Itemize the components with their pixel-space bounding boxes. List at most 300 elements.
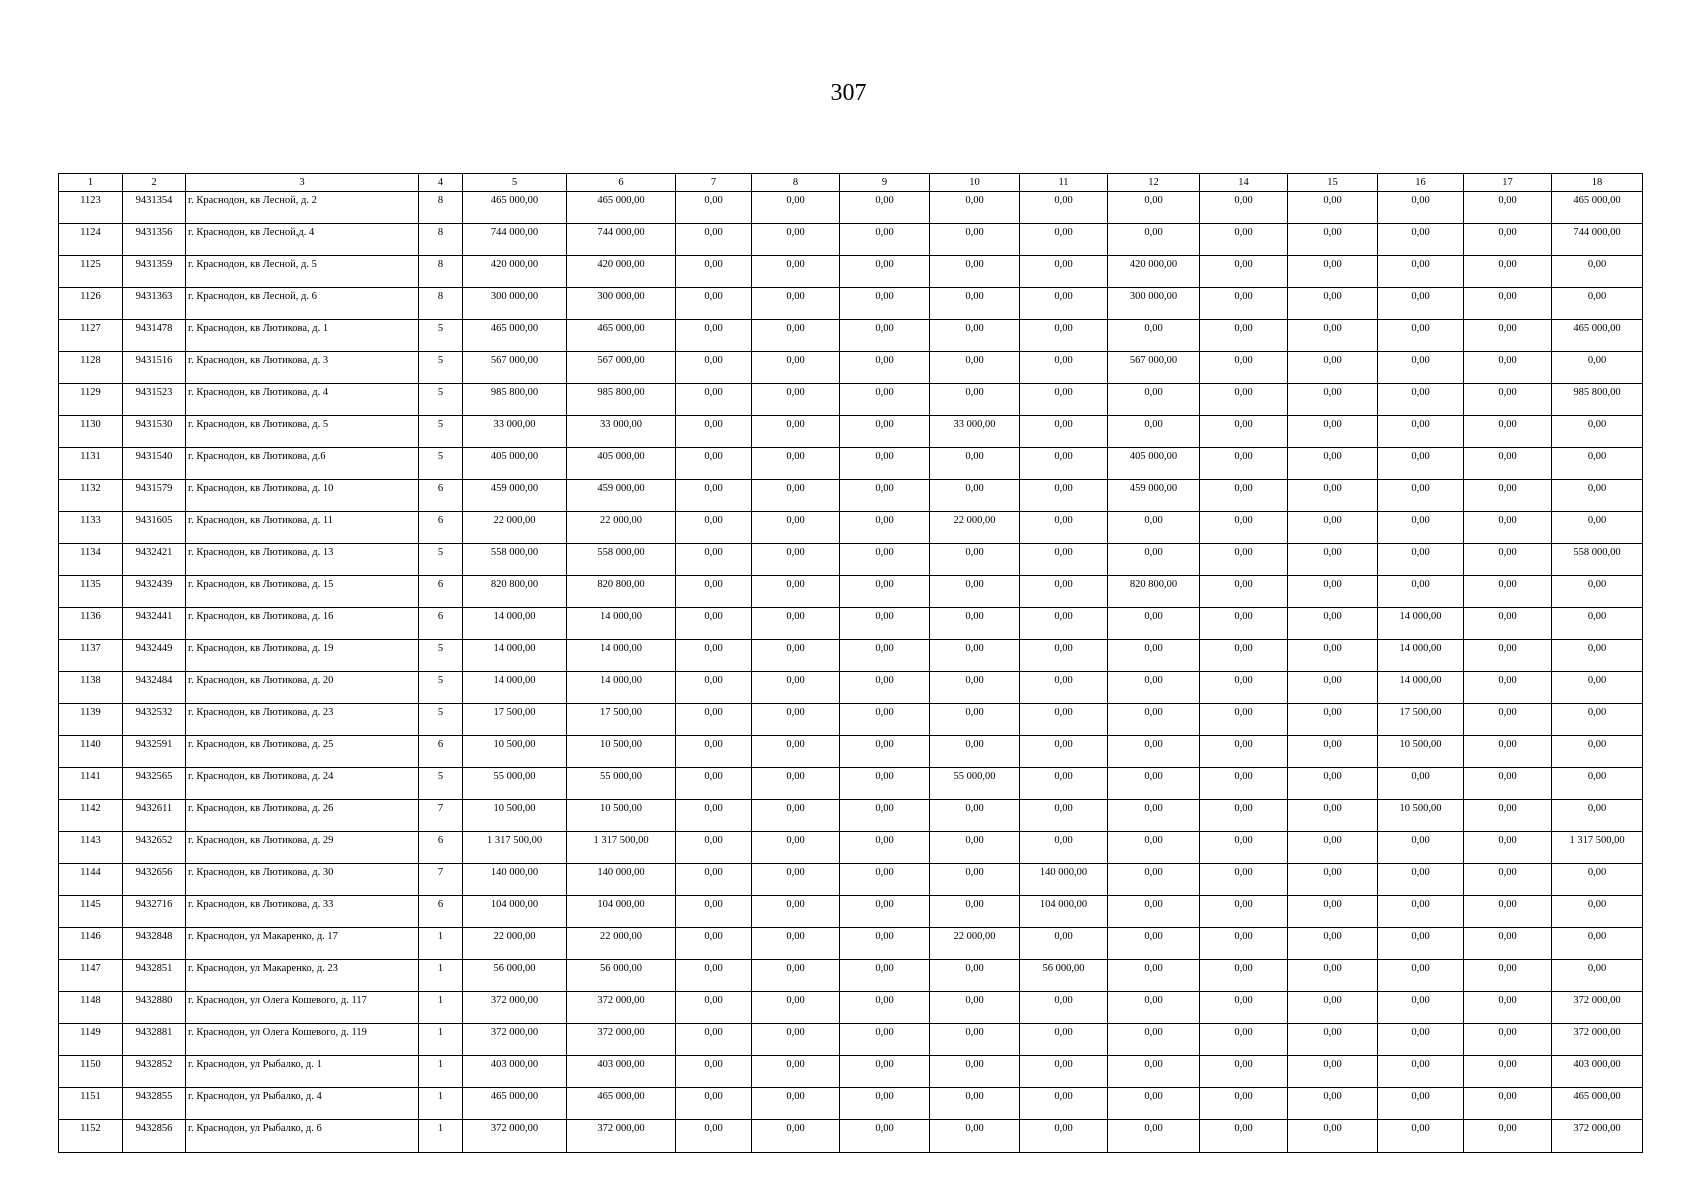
table-cell: 0,00 [676, 800, 752, 832]
table-cell: 0,00 [1020, 992, 1108, 1024]
address-cell: г. Краснодон, кв Лютикова, д. 29 [186, 832, 419, 864]
table-cell: 0,00 [1020, 256, 1108, 288]
table-cell: 0,00 [840, 704, 930, 736]
table-row [59, 864, 1643, 896]
table-cell: 0,00 [1378, 576, 1464, 608]
table-cell: 0,00 [1200, 608, 1288, 640]
table-cell: 0,00 [1108, 1088, 1200, 1120]
table-row [59, 1056, 1643, 1088]
table-cell: 372 000,00 [567, 1024, 676, 1056]
table-cell: 0,00 [1378, 448, 1464, 480]
row-number-cell: 1130 [59, 416, 123, 448]
table-cell: 14 000,00 [463, 608, 567, 640]
table-cell: 0,00 [840, 512, 930, 544]
table-cell: 0,00 [930, 1088, 1020, 1120]
table-row [59, 224, 1643, 256]
table-cell: 17 500,00 [567, 704, 676, 736]
code-cell: 9431516 [123, 352, 186, 384]
column-header: 17 [1464, 174, 1552, 192]
address-cell: г. Краснодон, кв Лесной,д. 4 [186, 224, 419, 256]
table-cell: 0,00 [752, 1120, 840, 1153]
table-cell: 0,00 [1288, 992, 1378, 1024]
table-cell: 0,00 [1464, 288, 1552, 320]
table-cell: 17 500,00 [463, 704, 567, 736]
table-cell: 0,00 [676, 832, 752, 864]
code-cell: 9432880 [123, 992, 186, 1024]
row-number-cell: 1127 [59, 320, 123, 352]
table-cell: 1 [419, 1056, 463, 1088]
row-number-cell: 1151 [59, 1088, 123, 1120]
table-cell: 0,00 [1200, 800, 1288, 832]
table-row [59, 992, 1643, 1024]
table-cell: 0,00 [840, 736, 930, 768]
table-cell: 0,00 [1020, 736, 1108, 768]
table-cell: 0,00 [1552, 960, 1643, 992]
table-cell: 0,00 [840, 768, 930, 800]
table-cell: 0,00 [1200, 576, 1288, 608]
table-cell: 985 800,00 [463, 384, 567, 416]
table-cell: 0,00 [1552, 288, 1643, 320]
table-cell: 0,00 [1020, 800, 1108, 832]
table-cell: 372 000,00 [463, 1120, 567, 1153]
table-header [59, 174, 1643, 192]
table-cell: 0,00 [1020, 704, 1108, 736]
table-cell: 820 800,00 [1108, 576, 1200, 608]
table-cell: 17 500,00 [1378, 704, 1464, 736]
table-cell: 6 [419, 832, 463, 864]
table-cell: 0,00 [1552, 672, 1643, 704]
table-cell: 0,00 [1288, 576, 1378, 608]
table-cell: 0,00 [1288, 768, 1378, 800]
table-cell: 0,00 [676, 896, 752, 928]
table-cell: 985 800,00 [1552, 384, 1643, 416]
table-cell: 14 000,00 [463, 640, 567, 672]
row-number-cell: 1135 [59, 576, 123, 608]
table-row [59, 672, 1643, 704]
code-cell: 9431478 [123, 320, 186, 352]
table-cell: 0,00 [840, 928, 930, 960]
row-number-cell: 1150 [59, 1056, 123, 1088]
table-cell: 0,00 [752, 704, 840, 736]
table-cell: 0,00 [1552, 608, 1643, 640]
table-cell: 0,00 [1464, 736, 1552, 768]
column-header: 12 [1108, 174, 1200, 192]
table-cell: 0,00 [1552, 256, 1643, 288]
table-row [59, 544, 1643, 576]
table-cell: 0,00 [1200, 736, 1288, 768]
table-cell: 5 [419, 384, 463, 416]
table-cell: 0,00 [1464, 480, 1552, 512]
table-cell: 0,00 [1378, 768, 1464, 800]
table-cell: 0,00 [1378, 512, 1464, 544]
table-cell: 0,00 [1200, 864, 1288, 896]
address-cell: г. Краснодон, ул Рыбалко, д. 4 [186, 1088, 419, 1120]
table-cell: 55 000,00 [930, 768, 1020, 800]
table-cell: 0,00 [1288, 832, 1378, 864]
table-cell: 1 [419, 1024, 463, 1056]
table-cell: 8 [419, 288, 463, 320]
table-cell: 0,00 [930, 736, 1020, 768]
table-cell: 0,00 [752, 640, 840, 672]
table-cell: 0,00 [1020, 320, 1108, 352]
code-cell: 9432611 [123, 800, 186, 832]
table-cell: 55 000,00 [567, 768, 676, 800]
address-cell: г. Краснодон, кв Лютикова, д. 20 [186, 672, 419, 704]
table-cell: 56 000,00 [1020, 960, 1108, 992]
table-cell: 0,00 [1288, 704, 1378, 736]
address-cell: г. Краснодон, ул Олега Кошевого, д. 119 [186, 1024, 419, 1056]
table-cell: 0,00 [1552, 736, 1643, 768]
table-cell: 0,00 [1108, 608, 1200, 640]
table-cell: 0,00 [676, 576, 752, 608]
table-cell: 0,00 [676, 736, 752, 768]
table-cell: 0,00 [1464, 960, 1552, 992]
table-cell: 0,00 [1464, 896, 1552, 928]
table-cell: 0,00 [676, 864, 752, 896]
code-cell: 9432591 [123, 736, 186, 768]
row-number-cell: 1125 [59, 256, 123, 288]
table-cell: 0,00 [752, 288, 840, 320]
table-cell: 1 317 500,00 [567, 832, 676, 864]
table-row [59, 352, 1643, 384]
table-cell: 8 [419, 192, 463, 224]
column-header: 2 [123, 174, 186, 192]
table-cell: 0,00 [1020, 768, 1108, 800]
table-cell: 140 000,00 [463, 864, 567, 896]
table-cell: 0,00 [840, 1056, 930, 1088]
table-cell: 0,00 [1464, 512, 1552, 544]
table-cell: 10 500,00 [463, 736, 567, 768]
table-row [59, 832, 1643, 864]
table-cell: 0,00 [1200, 1024, 1288, 1056]
table-cell: 0,00 [1378, 288, 1464, 320]
table-cell: 567 000,00 [463, 352, 567, 384]
table-cell: 0,00 [1108, 960, 1200, 992]
table-cell: 0,00 [1552, 768, 1643, 800]
code-cell: 9432421 [123, 544, 186, 576]
table-cell: 0,00 [676, 928, 752, 960]
table-cell: 465 000,00 [463, 192, 567, 224]
table-cell: 0,00 [752, 384, 840, 416]
table-cell: 6 [419, 736, 463, 768]
table-cell: 5 [419, 320, 463, 352]
table-cell: 0,00 [676, 448, 752, 480]
table-cell: 0,00 [1378, 544, 1464, 576]
table-row [59, 576, 1643, 608]
table-cell: 0,00 [676, 672, 752, 704]
table-cell: 0,00 [1200, 896, 1288, 928]
table-cell: 0,00 [752, 960, 840, 992]
table-cell: 0,00 [1288, 1024, 1378, 1056]
address-cell: г. Краснодон, кв Лютикова, д. 30 [186, 864, 419, 896]
table-cell: 10 500,00 [1378, 800, 1464, 832]
table-cell: 0,00 [1108, 704, 1200, 736]
table-row [59, 288, 1643, 320]
table-cell: 5 [419, 416, 463, 448]
table-cell: 14 000,00 [1378, 672, 1464, 704]
address-cell: г. Краснодон, кв Лютикова, д. 11 [186, 512, 419, 544]
table-cell: 0,00 [930, 832, 1020, 864]
table-cell: 0,00 [752, 1024, 840, 1056]
table-cell: 0,00 [752, 256, 840, 288]
table-cell: 0,00 [1020, 288, 1108, 320]
table-cell: 22 000,00 [463, 512, 567, 544]
table-cell: 744 000,00 [1552, 224, 1643, 256]
table-cell: 0,00 [1288, 896, 1378, 928]
table-cell: 0,00 [930, 320, 1020, 352]
address-cell: г. Краснодон, кв Лютикова, д. 33 [186, 896, 419, 928]
table-cell: 0,00 [1288, 672, 1378, 704]
table-row [59, 960, 1643, 992]
table-row [59, 608, 1643, 640]
table-cell: 0,00 [676, 288, 752, 320]
table-cell: 0,00 [752, 224, 840, 256]
code-cell: 9432881 [123, 1024, 186, 1056]
table-cell: 0,00 [840, 288, 930, 320]
table-cell: 0,00 [1378, 992, 1464, 1024]
code-cell: 9431605 [123, 512, 186, 544]
table-cell: 0,00 [1378, 1024, 1464, 1056]
column-header: 3 [186, 174, 419, 192]
table-cell: 0,00 [840, 640, 930, 672]
table-cell: 0,00 [930, 576, 1020, 608]
table-cell: 0,00 [1378, 480, 1464, 512]
address-cell: г. Краснодон, кв Лютикова, д.6 [186, 448, 419, 480]
table-cell: 0,00 [840, 896, 930, 928]
table-cell: 0,00 [752, 512, 840, 544]
table-cell: 22 000,00 [567, 512, 676, 544]
table-cell: 0,00 [1288, 352, 1378, 384]
code-cell: 9432565 [123, 768, 186, 800]
table-cell: 0,00 [1552, 704, 1643, 736]
header-row [59, 174, 1643, 192]
row-number-cell: 1137 [59, 640, 123, 672]
table-cell: 403 000,00 [1552, 1056, 1643, 1088]
table-cell: 0,00 [752, 352, 840, 384]
table-cell: 0,00 [676, 1088, 752, 1120]
table-cell: 0,00 [1464, 224, 1552, 256]
column-header: 10 [930, 174, 1020, 192]
table-cell: 403 000,00 [463, 1056, 567, 1088]
table-cell: 567 000,00 [567, 352, 676, 384]
address-cell: г. Краснодон, ул Рыбалко, д. 6 [186, 1120, 419, 1153]
table-cell: 33 000,00 [567, 416, 676, 448]
table-cell: 405 000,00 [1108, 448, 1200, 480]
table-cell: 0,00 [930, 640, 1020, 672]
row-number-cell: 1126 [59, 288, 123, 320]
table-cell: 55 000,00 [463, 768, 567, 800]
table-cell: 6 [419, 608, 463, 640]
table-cell: 465 000,00 [463, 1088, 567, 1120]
table-cell: 140 000,00 [567, 864, 676, 896]
table-cell: 0,00 [930, 544, 1020, 576]
table-row [59, 480, 1643, 512]
table-cell: 0,00 [840, 1088, 930, 1120]
table-cell: 372 000,00 [1552, 992, 1643, 1024]
table-cell: 0,00 [676, 544, 752, 576]
table-cell: 0,00 [840, 992, 930, 1024]
row-number-cell: 1139 [59, 704, 123, 736]
table-cell: 0,00 [1464, 1024, 1552, 1056]
table-cell: 0,00 [1464, 608, 1552, 640]
table-row [59, 416, 1643, 448]
table-cell: 0,00 [676, 480, 752, 512]
table-cell: 0,00 [1020, 576, 1108, 608]
row-number-cell: 1123 [59, 192, 123, 224]
table-cell: 0,00 [1200, 480, 1288, 512]
table-cell: 0,00 [1288, 800, 1378, 832]
data-table [58, 173, 1643, 1153]
row-number-cell: 1129 [59, 384, 123, 416]
row-number-cell: 1142 [59, 800, 123, 832]
table-row [59, 704, 1643, 736]
row-number-cell: 1128 [59, 352, 123, 384]
table-cell: 33 000,00 [463, 416, 567, 448]
page-number: 307 [830, 80, 867, 106]
address-cell: г. Краснодон, ул Макаренко, д. 17 [186, 928, 419, 960]
table-cell: 7 [419, 800, 463, 832]
table-row [59, 384, 1643, 416]
table-cell: 0,00 [1108, 864, 1200, 896]
table-cell: 0,00 [1020, 544, 1108, 576]
table-cell: 0,00 [676, 1024, 752, 1056]
table-cell: 558 000,00 [567, 544, 676, 576]
row-number-cell: 1147 [59, 960, 123, 992]
table-cell: 0,00 [930, 384, 1020, 416]
table-cell: 0,00 [676, 416, 752, 448]
row-number-cell: 1140 [59, 736, 123, 768]
table-row [59, 192, 1643, 224]
table-cell: 0,00 [1552, 416, 1643, 448]
table-cell: 1 [419, 1120, 463, 1153]
table-cell: 0,00 [1288, 864, 1378, 896]
table-cell: 465 000,00 [567, 1088, 676, 1120]
code-cell: 9432449 [123, 640, 186, 672]
address-cell: г. Краснодон, кв Лесной, д. 2 [186, 192, 419, 224]
table-cell: 985 800,00 [567, 384, 676, 416]
address-cell: г. Краснодон, кв Лютикова, д. 16 [186, 608, 419, 640]
code-cell: 9432652 [123, 832, 186, 864]
table-cell: 0,00 [1200, 768, 1288, 800]
row-number-cell: 1141 [59, 768, 123, 800]
column-header: 11 [1020, 174, 1108, 192]
table-cell: 0,00 [1378, 384, 1464, 416]
table-cell: 6 [419, 512, 463, 544]
table-cell: 0,00 [840, 1120, 930, 1153]
table-row [59, 800, 1643, 832]
table-cell: 0,00 [1552, 576, 1643, 608]
table-cell: 558 000,00 [1552, 544, 1643, 576]
code-cell: 9431363 [123, 288, 186, 320]
table-cell: 0,00 [1378, 256, 1464, 288]
table-cell: 0,00 [840, 352, 930, 384]
table-cell: 1 317 500,00 [1552, 832, 1643, 864]
table-cell: 0,00 [1464, 192, 1552, 224]
column-header: 16 [1378, 174, 1464, 192]
table-cell: 0,00 [752, 320, 840, 352]
address-cell: г. Краснодон, кв Лютикова, д. 5 [186, 416, 419, 448]
address-cell: г. Краснодон, кв Лютикова, д. 25 [186, 736, 419, 768]
table-cell: 1 [419, 1088, 463, 1120]
table-cell: 0,00 [676, 608, 752, 640]
table-cell: 0,00 [1108, 512, 1200, 544]
table-cell: 0,00 [1288, 736, 1378, 768]
code-cell: 9431523 [123, 384, 186, 416]
code-cell: 9432852 [123, 1056, 186, 1088]
code-cell: 9432855 [123, 1088, 186, 1120]
table-cell: 0,00 [1552, 896, 1643, 928]
table-cell: 300 000,00 [463, 288, 567, 320]
row-number-cell: 1136 [59, 608, 123, 640]
column-header: 4 [419, 174, 463, 192]
table-cell: 0,00 [1464, 704, 1552, 736]
table-cell: 0,00 [676, 704, 752, 736]
table-cell: 0,00 [752, 1056, 840, 1088]
table-cell: 0,00 [1288, 224, 1378, 256]
table-cell: 1 [419, 928, 463, 960]
table-cell: 0,00 [1200, 960, 1288, 992]
row-number-cell: 1148 [59, 992, 123, 1024]
table-cell: 0,00 [676, 352, 752, 384]
table-cell: 420 000,00 [567, 256, 676, 288]
table-cell: 0,00 [1200, 544, 1288, 576]
table-cell: 10 500,00 [463, 800, 567, 832]
code-cell: 9431354 [123, 192, 186, 224]
row-number-cell: 1132 [59, 480, 123, 512]
table-cell: 0,00 [840, 832, 930, 864]
address-cell: г. Краснодон, кв Лесной, д. 5 [186, 256, 419, 288]
table-cell: 0,00 [752, 480, 840, 512]
table-cell: 7 [419, 864, 463, 896]
table-cell: 0,00 [930, 704, 1020, 736]
table-row [59, 1088, 1643, 1120]
table-cell: 0,00 [930, 608, 1020, 640]
table-cell: 22 000,00 [463, 928, 567, 960]
row-number-cell: 1152 [59, 1120, 123, 1153]
address-cell: г. Краснодон, кв Лютикова, д. 3 [186, 352, 419, 384]
table-cell: 0,00 [1378, 1056, 1464, 1088]
table-cell: 0,00 [930, 960, 1020, 992]
table-cell: 420 000,00 [463, 256, 567, 288]
table-cell: 0,00 [676, 1056, 752, 1088]
table-cell: 0,00 [1200, 384, 1288, 416]
table-cell: 0,00 [1020, 416, 1108, 448]
table-cell: 0,00 [930, 992, 1020, 1024]
table-cell: 465 000,00 [1552, 192, 1643, 224]
table-cell: 300 000,00 [1108, 288, 1200, 320]
table-cell: 0,00 [1378, 224, 1464, 256]
table-cell: 0,00 [1378, 896, 1464, 928]
table-cell: 0,00 [930, 672, 1020, 704]
table-cell: 0,00 [1464, 1120, 1552, 1153]
table-cell: 0,00 [1288, 960, 1378, 992]
table-cell: 820 800,00 [463, 576, 567, 608]
address-cell: г. Краснодон, кв Лютикова, д. 1 [186, 320, 419, 352]
table-row [59, 1024, 1643, 1056]
table-cell: 0,00 [1200, 1088, 1288, 1120]
table-row [59, 512, 1643, 544]
table-cell: 0,00 [840, 576, 930, 608]
row-number-cell: 1146 [59, 928, 123, 960]
table-cell: 0,00 [1378, 1120, 1464, 1153]
table-body [59, 192, 1643, 1153]
table-cell: 22 000,00 [930, 512, 1020, 544]
table-cell: 33 000,00 [930, 416, 1020, 448]
code-cell: 9432848 [123, 928, 186, 960]
table-cell: 0,00 [1020, 1120, 1108, 1153]
table-cell: 5 [419, 672, 463, 704]
table-cell: 0,00 [1288, 640, 1378, 672]
